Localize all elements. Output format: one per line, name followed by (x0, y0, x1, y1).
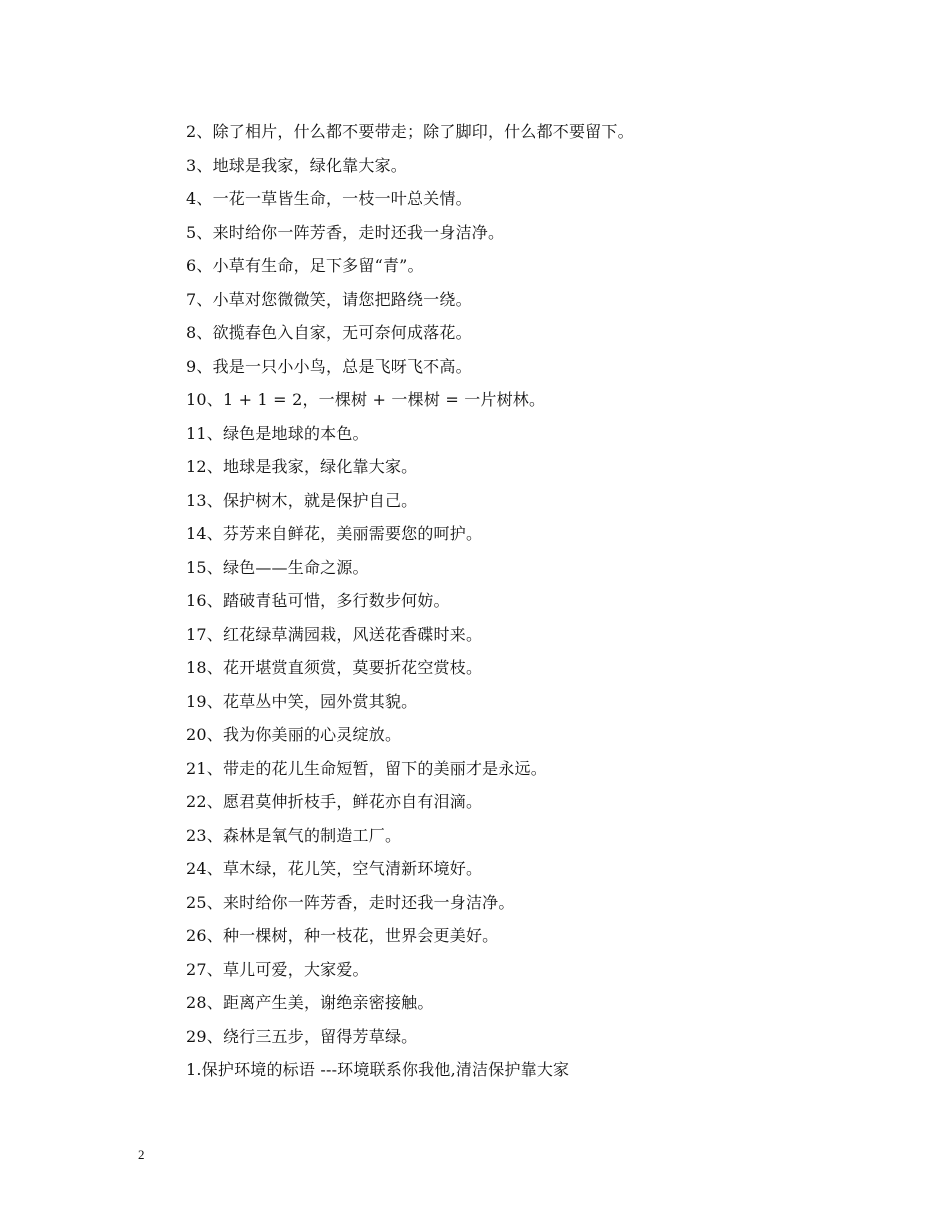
slogan-line: 17、红花绿草满园栽，风送花香碟时来。 (186, 624, 483, 644)
slogan-line: 3、地球是我家，绿化靠大家。 (186, 155, 407, 175)
slogan-line: 20、我为你美丽的心灵绽放。 (186, 725, 402, 744)
slogan-line: 26、种一棵树，种一枝花，世界会更美好。 (186, 926, 499, 945)
page-number: 2 (138, 1147, 145, 1162)
slogan-line: 21、带走的花儿生命短暂，留下的美丽才是永远。 (186, 758, 547, 778)
slogan-line: 18、花开堪赏直须赏，莫要折花空赏枝。 (186, 658, 483, 677)
slogan-line: 29、绕行三五步，留得芳草绿。 (186, 1026, 418, 1046)
slogan-line: 23、森林是氧气的制造工厂。 (186, 825, 402, 845)
slogan-list (186, 118, 886, 1090)
slogan-line: 4、一花一草皆生命，一枝一叶总关情。 (186, 189, 472, 208)
slogan-line: 12、地球是我家，绿化靠大家。 (186, 457, 418, 476)
slogan-line: 6、小草有生命，足下多留“青”。 (186, 256, 424, 275)
slogan-line: 25、来时给你一阵芳香，走时还我一身洁净。 (186, 892, 515, 912)
slogan-line: 27、草儿可爱，大家爱。 (186, 959, 369, 979)
slogan-line: 11、绿色是地球的本色。 (186, 423, 369, 443)
slogan-line: 16、踏破青毡可惜，多行数步何妨。 (186, 591, 450, 610)
slogan-line: 15、绿色——生命之源。 (186, 557, 369, 577)
slogan-line: 5、来时给你一阵芳香，走时还我一身洁净。 (186, 222, 505, 242)
slogan-line: 28、距离产生美，谢绝亲密接触。 (186, 993, 434, 1012)
slogan-line: 8、欲揽春色入自家，无可奈何成落花。 (186, 323, 472, 342)
slogan-line: 19、花草丛中笑，园外赏其貌。 (186, 691, 418, 711)
slogan-line: 22、愿君莫伸折枝手，鲜花亦自有泪滴。 (186, 792, 483, 811)
section-heading-line: 1.保护环境的标语 ---环境联系你我他,清洁保护靠大家 (186, 1060, 570, 1079)
slogan-line: 9、我是一只小小鸟，总是飞呀飞不高。 (186, 356, 472, 376)
slogan-line: 7、小草对您微微笑，请您把路绕一绕。 (186, 289, 472, 309)
slogan-line: 24、草木绿，花儿笑，空气清新环境好。 (186, 859, 483, 878)
slogan-line: 10、1 + 1 = 2，一棵树 + 一棵树 = 一片树林。 (186, 390, 546, 409)
slogan-line: 14、芬芳来自鲜花，美丽需要您的呵护。 (186, 524, 483, 543)
slogan-line: 2、除了相片，什么都不要带走；除了脚印，什么都不要留下。 (186, 122, 634, 141)
slogan-line: 13、保护树木，就是保护自己。 (186, 490, 418, 510)
